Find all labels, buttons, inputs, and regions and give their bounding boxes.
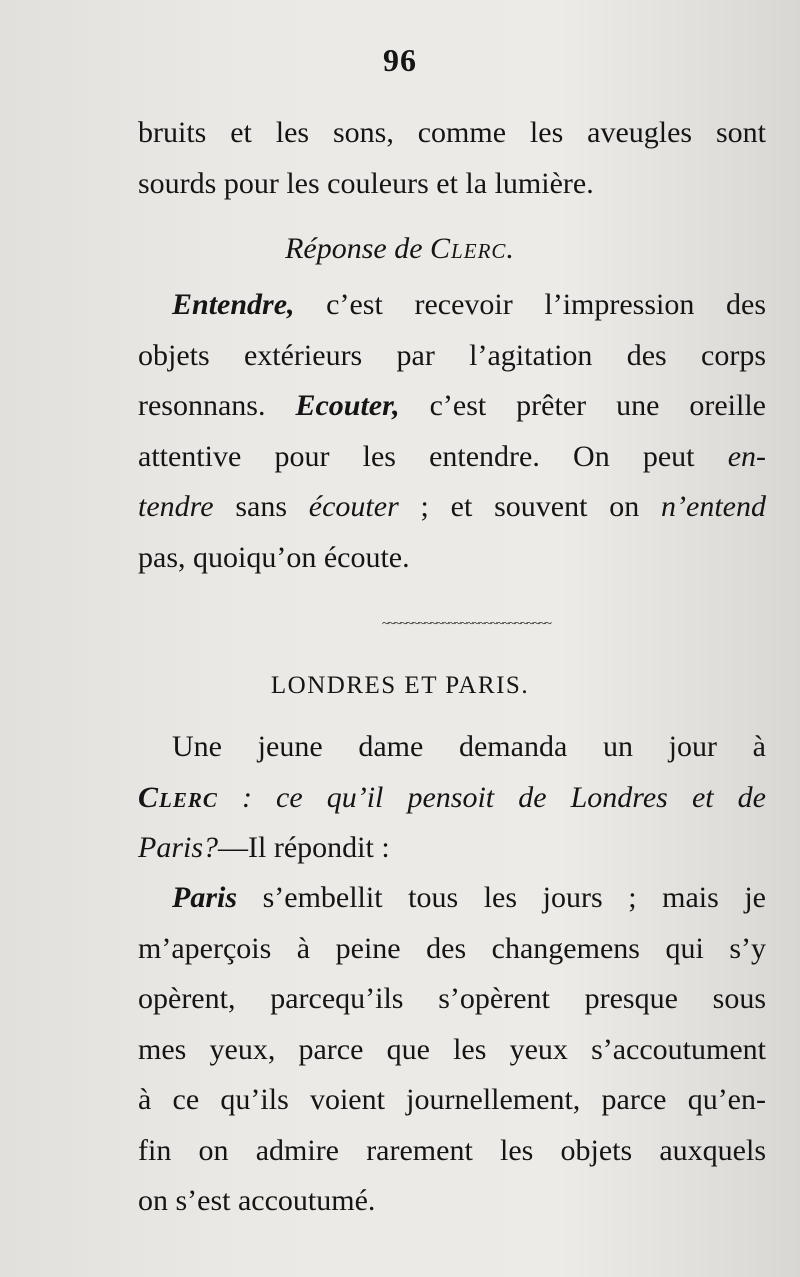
text-line: Une jeune dame demanda un jour à — [172, 730, 766, 763]
text-line — [138, 823, 766, 874]
italic-fragment: tendre — [138, 490, 214, 523]
text-line — [138, 432, 766, 483]
term-entendre: Entendre, — [172, 288, 295, 321]
text-line — [138, 280, 766, 331]
text-line — [138, 381, 766, 432]
text-line: on s’est accoutumé. — [138, 1184, 376, 1217]
paragraph-continuation — [138, 108, 766, 209]
text-fragment: c’est recevoir l’impression des — [294, 288, 766, 321]
text-fragment: c’est prêter une oreille — [399, 389, 766, 422]
text-line: sourds pour les couleurs et la lumière. — [138, 166, 594, 200]
paragraph-reply — [138, 873, 766, 1227]
paragraph-answer — [138, 280, 766, 583]
italic-fragment: n’entend — [661, 490, 766, 523]
term-ecouter: Ecouter, — [295, 389, 400, 422]
text-line — [138, 873, 766, 924]
text-fragment: ; et souvent on — [398, 490, 662, 523]
italic-fragment: en- — [727, 439, 766, 473]
text-line: bruits et les sons, comme les aveugles sont — [138, 116, 766, 149]
text-line: objets extérieurs par l’agitation des corps — [138, 338, 766, 372]
text-line: pas, quoiqu’on écoute. — [138, 540, 410, 574]
text-fragment: s’embellit tous les jours ; mais je — [237, 881, 766, 914]
text-fragment: —Il répondit : — [218, 831, 390, 864]
text-line: opèrent, parcequ’ils s’opèrent presque sous — [138, 982, 766, 1015]
response-heading-name: Clerc. — [430, 232, 515, 265]
term-paris: Paris — [172, 881, 238, 914]
italic-fragment: : ce qu’il pensoit de Londres et de — [217, 780, 766, 814]
response-heading-prefix: Réponse de — [285, 232, 423, 265]
text-line: m’aperçois à peine des changemens qui s’y — [138, 931, 766, 965]
text-line: fin on admire rarement les objets auxquels — [138, 1133, 766, 1167]
response-heading — [0, 232, 800, 266]
page-number: 96 — [383, 42, 417, 78]
ornamental-divider: ~~~~~~~~~~~~~~~~~~~~~~~~~~~~ — [382, 615, 551, 630]
text-line — [138, 773, 766, 824]
name-clerc: Clerc — [138, 780, 218, 814]
paragraph-question — [138, 722, 766, 874]
text-fragment: sans — [213, 490, 309, 523]
italic-fragment: Paris? — [138, 831, 219, 864]
text-line: à ce qu’ils voient journellement, parce qu’en- — [138, 1083, 766, 1116]
text-line: mes yeux, parce que les yeux s’accoutument — [138, 1032, 766, 1066]
text-line — [138, 482, 766, 533]
italic-fragment: écouter — [308, 490, 399, 523]
text-fragment: resonnans. — [138, 389, 296, 422]
text-fragment: attentive pour les entendre. On peut — [138, 439, 728, 473]
section-title: LONDRES ET PARIS. — [270, 672, 530, 699]
